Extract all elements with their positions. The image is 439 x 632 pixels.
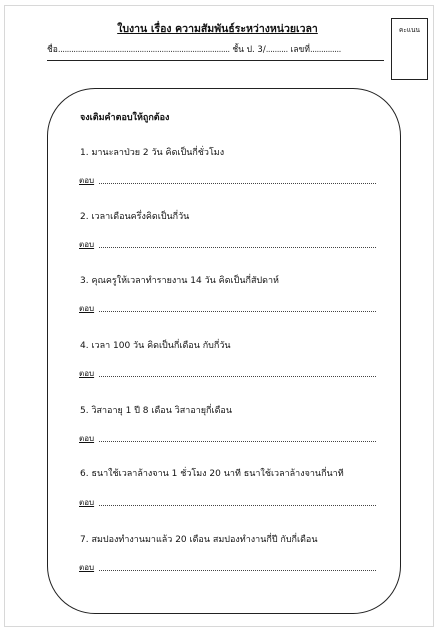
answer-line-5[interactable]: [99, 441, 376, 442]
answer-label-3: ตอบ: [79, 304, 95, 313]
answer-line-7[interactable]: [99, 570, 376, 571]
answer-label-4: ตอบ: [79, 369, 95, 378]
answer-line-6[interactable]: [99, 505, 376, 506]
name-field[interactable]: ..............................................................................: [57, 45, 230, 55]
class-field[interactable]: ..........: [265, 45, 288, 55]
answer-label-7: ตอบ: [79, 563, 95, 572]
question-4: 4. เวลา 100 วัน คิดเป็นกี่เดือน กับกี่วัน: [80, 341, 231, 351]
question-5: 5. วิสาอายุ 1 ปี 8 เดือน วิสาอายุกี่เดือน: [80, 406, 232, 416]
answer-label-6: ตอบ: [79, 498, 95, 507]
number-label: เลขที่: [290, 45, 310, 55]
student-info-line: [47, 42, 382, 56]
answer-line-4[interactable]: [99, 376, 376, 377]
header-divider: [47, 60, 384, 61]
class-label: ชั้น ป. 3/: [232, 45, 266, 55]
answer-label-1: ตอบ: [79, 176, 95, 185]
answer-line-3[interactable]: [99, 311, 376, 312]
question-1: 1. มานะลาป่วย 2 วัน คิดเป็นกี่ชั่วโมง: [80, 148, 225, 158]
name-label: ชื่อ: [47, 45, 58, 55]
answer-line-1[interactable]: [99, 183, 376, 184]
worksheet-title: ใบงาน เรื่อง ความสัมพันธ์ระหว่างหน่วยเวลา: [117, 23, 318, 35]
answer-label-5: ตอบ: [79, 434, 95, 443]
score-label: คะแนน: [399, 26, 420, 34]
question-2: 2. เวลาเดือนครึ่งคิดเป็นกี่วัน: [80, 212, 190, 222]
answer-line-2[interactable]: [99, 247, 376, 248]
question-3: 3. คุณครูให้เวลาทำรายงาน 14 วัน คิดเป็นกี่สัปดาห์: [80, 276, 279, 286]
number-field[interactable]: ..............: [309, 45, 341, 55]
instruction-text: จงเติมคำตอบให้ถูกต้อง: [80, 113, 170, 123]
question-7: 7. สมปองทำงานมาแล้ว 20 เดือน สมปองทำงานกี่ปี กับกี่เดือน: [80, 535, 318, 545]
answer-label-2: ตอบ: [79, 240, 95, 249]
question-6: 6. ธนาใช้เวลาล้างจาน 1 ชั่วโมง 20 นาที ธนาใช้เวลาล้างจานกี่นาที: [80, 469, 344, 479]
score-box: [391, 18, 428, 80]
